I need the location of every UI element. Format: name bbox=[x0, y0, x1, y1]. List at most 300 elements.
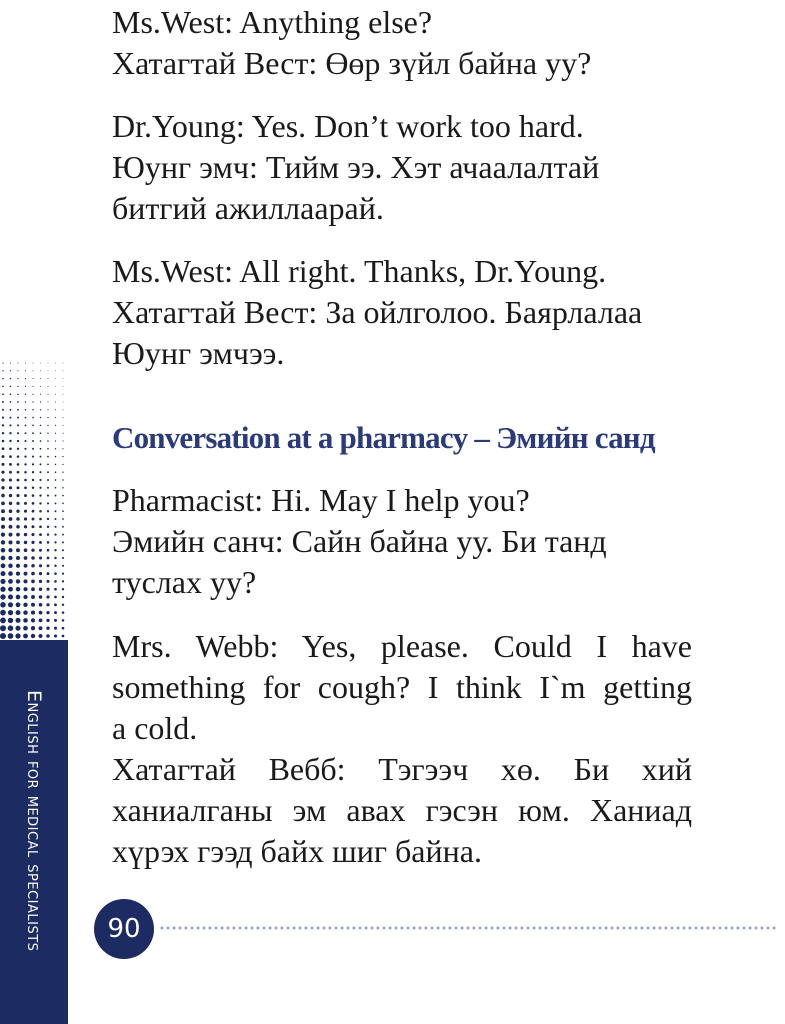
rule-dot bbox=[665, 927, 668, 930]
halftone-dot bbox=[1, 509, 5, 513]
halftone-dot bbox=[17, 440, 19, 442]
halftone-dot bbox=[16, 525, 20, 529]
halftone-dot bbox=[32, 448, 34, 450]
halftone-dot bbox=[17, 386, 18, 387]
halftone-dot bbox=[9, 486, 12, 489]
halftone-dot bbox=[17, 486, 20, 489]
halftone-dot bbox=[54, 627, 57, 630]
halftone-dot bbox=[62, 573, 64, 575]
halftone-dot bbox=[62, 425, 63, 426]
rule-dot bbox=[551, 927, 554, 930]
rule-dot bbox=[629, 927, 632, 930]
halftone-dot bbox=[25, 432, 27, 434]
halftone-dot bbox=[8, 633, 14, 639]
halftone-dot bbox=[2, 386, 4, 388]
halftone-dot bbox=[39, 580, 42, 583]
halftone-dot bbox=[10, 378, 11, 379]
halftone-dot bbox=[32, 386, 33, 387]
rule-dot bbox=[461, 927, 464, 930]
halftone-dot bbox=[17, 432, 19, 434]
halftone-dot bbox=[9, 509, 13, 513]
halftone-dot bbox=[8, 625, 14, 631]
rule-dot bbox=[773, 927, 776, 930]
rule-dot bbox=[509, 927, 512, 930]
halftone-dot bbox=[39, 595, 43, 599]
halftone-dot bbox=[25, 386, 26, 387]
rule-dot bbox=[173, 927, 176, 930]
halftone-dot bbox=[23, 595, 27, 599]
rule-dot bbox=[359, 927, 362, 930]
halftone-dot bbox=[47, 456, 49, 458]
halftone-dot bbox=[47, 417, 48, 418]
halftone-dot bbox=[2, 447, 5, 450]
halftone-dot bbox=[63, 386, 64, 387]
halftone-dot bbox=[24, 455, 26, 457]
halftone-dot bbox=[47, 401, 48, 402]
halftone-dot bbox=[2, 409, 4, 411]
halftone-dot bbox=[62, 440, 63, 441]
halftone-dot bbox=[40, 456, 42, 458]
halftone-dot bbox=[17, 362, 18, 363]
halftone-dot bbox=[31, 556, 34, 559]
rule-dot bbox=[425, 927, 428, 930]
rule-dot bbox=[659, 927, 662, 930]
rule-dot bbox=[437, 927, 440, 930]
halftone-dot bbox=[31, 533, 34, 536]
halftone-dot bbox=[16, 494, 19, 497]
halftone-dot bbox=[47, 526, 49, 528]
halftone-dot bbox=[2, 370, 3, 371]
halftone-dot bbox=[55, 394, 56, 395]
halftone-dot bbox=[17, 479, 20, 482]
halftone-dot bbox=[10, 370, 11, 371]
halftone-dot bbox=[47, 549, 50, 552]
halftone-dot bbox=[62, 487, 64, 489]
halftone-dot bbox=[2, 362, 3, 363]
halftone-dot bbox=[9, 417, 11, 419]
rule-dot bbox=[599, 927, 602, 930]
rule-dot bbox=[167, 927, 170, 930]
halftone-dot bbox=[63, 370, 64, 371]
halftone-dot bbox=[54, 588, 57, 591]
rule-dot bbox=[473, 927, 476, 930]
rule-dot bbox=[371, 927, 374, 930]
rule-dot bbox=[563, 927, 566, 930]
rule-dot bbox=[719, 927, 722, 930]
rule-dot bbox=[737, 927, 740, 930]
halftone-dot bbox=[63, 363, 64, 364]
halftone-dot bbox=[32, 378, 33, 379]
rule-dot bbox=[443, 927, 446, 930]
halftone-dot bbox=[39, 619, 43, 623]
halftone-dot bbox=[1, 486, 4, 489]
halftone-dot bbox=[24, 548, 28, 552]
halftone-dot bbox=[47, 518, 49, 520]
halftone-dot bbox=[0, 625, 6, 631]
side-title: English for medical specialists bbox=[23, 690, 45, 952]
halftone-dot bbox=[17, 409, 19, 411]
halftone-dot bbox=[8, 571, 13, 576]
halftone-dot bbox=[16, 502, 19, 505]
rule-dot bbox=[329, 927, 332, 930]
rule-dot bbox=[581, 927, 584, 930]
halftone-dot bbox=[63, 402, 64, 403]
halftone-dot bbox=[55, 510, 57, 512]
halftone-dot bbox=[39, 479, 41, 481]
halftone-dot bbox=[40, 401, 41, 402]
dialogue-line: туслах уу? bbox=[112, 564, 257, 600]
halftone-dot bbox=[62, 596, 64, 598]
rule-dot bbox=[491, 927, 494, 930]
halftone-dot bbox=[8, 618, 13, 623]
rule-dot bbox=[179, 927, 182, 930]
halftone-dot bbox=[17, 471, 20, 474]
halftone-dot bbox=[31, 580, 35, 584]
halftone-dot bbox=[31, 564, 35, 568]
rule-dot bbox=[731, 927, 734, 930]
halftone-dot bbox=[24, 463, 26, 465]
halftone-dot bbox=[17, 378, 18, 379]
rule-dot bbox=[221, 927, 224, 930]
halftone-dot bbox=[31, 541, 34, 544]
halftone-dot bbox=[46, 603, 49, 606]
halftone-dot bbox=[47, 432, 48, 433]
halftone-dot bbox=[55, 386, 56, 387]
halftone-dot bbox=[33, 363, 34, 364]
halftone-dot bbox=[54, 565, 56, 567]
halftone-dot bbox=[24, 502, 27, 505]
halftone-dot bbox=[10, 386, 12, 388]
halftone-dot bbox=[47, 409, 48, 410]
halftone-dot bbox=[24, 440, 26, 442]
dialogue-line: битгий ажиллаарай. bbox=[112, 190, 384, 226]
rule-dot bbox=[689, 927, 692, 930]
halftone-dot bbox=[55, 370, 56, 371]
rule-dot bbox=[467, 927, 470, 930]
halftone-dot bbox=[31, 626, 35, 630]
rule-dot bbox=[683, 927, 686, 930]
halftone-dot bbox=[39, 603, 43, 607]
halftone-dot bbox=[47, 425, 48, 426]
halftone-dot bbox=[17, 424, 19, 426]
halftone-dot bbox=[25, 424, 27, 426]
rule-dot bbox=[215, 927, 218, 930]
halftone-dot bbox=[31, 634, 35, 638]
halftone-dot bbox=[31, 572, 35, 576]
halftone-dot bbox=[48, 363, 49, 364]
dialogue-line: Юунг эмчээ. bbox=[112, 335, 285, 371]
halftone-dot bbox=[24, 510, 27, 513]
halftone-dot bbox=[1, 532, 5, 536]
halftone-dot bbox=[54, 534, 56, 536]
halftone-dot bbox=[24, 517, 27, 520]
halftone-dot bbox=[40, 432, 42, 434]
halftone-dot bbox=[62, 510, 64, 512]
halftone-dot bbox=[16, 556, 20, 560]
rule-dot bbox=[761, 927, 764, 930]
halftone-dot bbox=[40, 386, 41, 387]
page-number-badge bbox=[94, 899, 154, 959]
halftone-dot bbox=[8, 602, 13, 607]
dialogue-line: Хатагтай Вест: Өөр зүйл байна уу? bbox=[112, 45, 592, 81]
dialogue-line: Ms.West: Anything else? bbox=[112, 4, 433, 40]
halftone-dot bbox=[54, 549, 56, 551]
halftone-dot bbox=[16, 602, 21, 607]
halftone-dot bbox=[23, 579, 27, 583]
halftone-dot bbox=[16, 533, 20, 537]
halftone-dot bbox=[46, 611, 49, 614]
halftone-dot bbox=[24, 564, 28, 568]
halftone-dot bbox=[31, 618, 35, 622]
halftone-dot bbox=[9, 502, 12, 505]
rule-dot bbox=[347, 927, 350, 930]
halftone-dot bbox=[55, 487, 57, 489]
halftone-dot bbox=[32, 510, 35, 513]
halftone-dot bbox=[24, 494, 27, 497]
halftone-dot bbox=[47, 487, 49, 489]
halftone-dot bbox=[9, 432, 11, 434]
halftone-dot bbox=[54, 634, 57, 637]
halftone-pattern bbox=[0, 360, 70, 660]
halftone-dot bbox=[62, 611, 65, 614]
halftone-dot bbox=[31, 587, 35, 591]
rule-dot bbox=[671, 927, 674, 930]
halftone-dot bbox=[9, 463, 12, 466]
halftone-dot bbox=[0, 602, 6, 608]
rule-dot bbox=[641, 927, 644, 930]
rule-dot bbox=[335, 927, 338, 930]
halftone-dot bbox=[16, 517, 19, 520]
halftone-dot bbox=[8, 579, 13, 584]
rule-dot bbox=[341, 927, 344, 930]
rule-dot bbox=[287, 927, 290, 930]
halftone-dot bbox=[39, 626, 43, 630]
dialogue-line: Эмийн санч: Сайн байна уу. Би танд bbox=[112, 523, 607, 559]
rule-dot bbox=[611, 927, 614, 930]
halftone-dot bbox=[62, 448, 63, 449]
halftone-dot bbox=[62, 588, 64, 590]
rule-dot bbox=[257, 927, 260, 930]
halftone-dot bbox=[48, 378, 49, 379]
rule-dot bbox=[269, 927, 272, 930]
halftone-dot bbox=[24, 556, 28, 560]
halftone-dot bbox=[17, 463, 20, 466]
halftone-dot bbox=[9, 455, 12, 458]
halftone-dot bbox=[40, 448, 42, 450]
rule-dot bbox=[617, 927, 620, 930]
halftone-dot bbox=[47, 541, 50, 544]
halftone-dot bbox=[32, 425, 34, 427]
rule-dot bbox=[653, 927, 656, 930]
halftone-dot bbox=[32, 479, 34, 481]
halftone-dot bbox=[16, 610, 21, 615]
halftone-dot bbox=[54, 580, 57, 583]
halftone-dot bbox=[23, 587, 27, 591]
halftone-dot bbox=[23, 634, 28, 639]
halftone-dot bbox=[39, 494, 41, 496]
halftone-dot bbox=[32, 394, 33, 395]
halftone-dot bbox=[23, 626, 28, 631]
halftone-dot bbox=[1, 502, 5, 506]
dialogue-line: Mrs. Webb: Yes, please. Could I have bbox=[112, 628, 692, 664]
dialogue-block bbox=[112, 480, 692, 603]
halftone-dot bbox=[48, 386, 49, 387]
halftone-dot bbox=[62, 464, 63, 465]
halftone-dot bbox=[62, 526, 64, 528]
halftone-dot bbox=[32, 456, 34, 458]
rule-dot bbox=[515, 927, 518, 930]
rule-dot bbox=[353, 927, 356, 930]
halftone-dot bbox=[0, 617, 6, 623]
halftone-dot bbox=[17, 455, 19, 457]
rule-dot bbox=[455, 927, 458, 930]
halftone-dot bbox=[47, 464, 49, 466]
halftone-dot bbox=[2, 455, 5, 458]
halftone-dot bbox=[62, 580, 64, 582]
halftone-dot bbox=[8, 540, 12, 544]
rule-dot bbox=[605, 927, 608, 930]
rule-dot bbox=[569, 927, 572, 930]
halftone-dot bbox=[39, 525, 42, 528]
halftone-dot bbox=[39, 572, 42, 575]
halftone-dot bbox=[39, 564, 42, 567]
halftone-dot bbox=[9, 471, 12, 474]
halftone-dot bbox=[31, 611, 35, 615]
halftone-dot bbox=[40, 394, 41, 395]
halftone-dot bbox=[15, 618, 20, 623]
halftone-dot bbox=[62, 635, 65, 638]
halftone-dot bbox=[25, 417, 27, 419]
halftone-dot bbox=[1, 548, 6, 553]
halftone-dot bbox=[62, 549, 64, 551]
halftone-dot bbox=[32, 487, 34, 489]
rule-dot bbox=[311, 927, 314, 930]
halftone-dot bbox=[10, 362, 11, 363]
halftone-dot bbox=[23, 610, 28, 615]
halftone-dot bbox=[17, 370, 18, 371]
halftone-dot bbox=[1, 540, 5, 544]
halftone-dot bbox=[46, 634, 50, 638]
halftone-dot bbox=[40, 440, 42, 442]
halftone-dot bbox=[55, 433, 56, 434]
halftone-dot bbox=[8, 548, 12, 552]
halftone-dot bbox=[25, 370, 26, 371]
halftone-dot bbox=[32, 471, 34, 473]
rule-dot bbox=[593, 927, 596, 930]
dialogue-line: хүрэх гээд байх шиг байна. bbox=[112, 833, 482, 869]
rule-dot bbox=[293, 927, 296, 930]
halftone-dot bbox=[31, 549, 34, 552]
dialogue-block bbox=[112, 2, 692, 84]
rule-dot bbox=[383, 927, 386, 930]
halftone-dot bbox=[17, 448, 19, 450]
halftone-dot bbox=[62, 604, 64, 606]
halftone-dot bbox=[16, 540, 20, 544]
rule-dot bbox=[281, 927, 284, 930]
dialogue-line: a cold. bbox=[112, 710, 198, 746]
halftone-dot bbox=[40, 425, 42, 427]
halftone-dot bbox=[47, 572, 50, 575]
halftone-dot bbox=[62, 479, 63, 480]
halftone-dot bbox=[55, 363, 56, 364]
halftone-dot bbox=[62, 541, 64, 543]
halftone-dot bbox=[1, 494, 5, 498]
halftone-dot bbox=[55, 417, 56, 418]
rule-dot bbox=[545, 927, 548, 930]
halftone-dot bbox=[32, 525, 35, 528]
halftone-dot bbox=[17, 401, 19, 403]
dialogue-line: Хатагтай Вебб: Тэгээч хө. Би хий bbox=[112, 751, 692, 787]
halftone-dot bbox=[17, 393, 19, 395]
rule-dot bbox=[317, 927, 320, 930]
halftone-dot bbox=[54, 596, 57, 599]
halftone-dot bbox=[62, 565, 64, 567]
dialogue-line: Ms.West: All right. Thanks, Dr.Young. bbox=[112, 253, 607, 289]
halftone-dot bbox=[32, 518, 35, 521]
halftone-dot bbox=[47, 479, 49, 481]
halftone-dot bbox=[1, 563, 6, 568]
halftone-dot bbox=[25, 401, 27, 403]
halftone-dot bbox=[63, 417, 64, 418]
rule-dot bbox=[557, 927, 560, 930]
halftone-dot bbox=[24, 525, 27, 528]
halftone-dot bbox=[24, 533, 27, 536]
halftone-dot bbox=[1, 571, 6, 576]
halftone-dot bbox=[48, 370, 49, 371]
halftone-dot bbox=[9, 440, 11, 442]
rule-dot bbox=[377, 927, 380, 930]
halftone-dot bbox=[54, 557, 56, 559]
rule-dot bbox=[203, 927, 206, 930]
halftone-dot bbox=[25, 409, 27, 411]
rule-dot bbox=[197, 927, 200, 930]
rule-dot bbox=[539, 927, 542, 930]
halftone-dot bbox=[16, 548, 20, 552]
halftone-dot bbox=[46, 626, 49, 629]
rule-dot bbox=[497, 927, 500, 930]
halftone-dot bbox=[9, 478, 12, 481]
halftone-dot bbox=[31, 595, 35, 599]
halftone-dot bbox=[39, 541, 42, 544]
halftone-dot bbox=[55, 479, 57, 481]
rule-dot bbox=[209, 927, 212, 930]
dialogue-block bbox=[112, 626, 692, 872]
halftone-dot bbox=[46, 588, 49, 591]
rule-dot bbox=[647, 927, 650, 930]
halftone-dot bbox=[16, 587, 21, 592]
rule-dot bbox=[395, 927, 398, 930]
halftone-dot bbox=[32, 494, 35, 497]
rule-dot bbox=[767, 927, 770, 930]
rule-dot bbox=[407, 927, 410, 930]
halftone-dot bbox=[1, 556, 6, 561]
halftone-dot bbox=[1, 463, 4, 466]
dialogue-turn bbox=[112, 2, 692, 84]
halftone-dot bbox=[62, 503, 64, 505]
dialogue-block bbox=[112, 106, 692, 229]
halftone-dot bbox=[39, 510, 42, 513]
halftone-dot bbox=[24, 541, 28, 545]
halftone-dot bbox=[1, 471, 4, 474]
halftone-dot bbox=[47, 564, 50, 567]
halftone-dot bbox=[9, 494, 12, 497]
halftone-dot bbox=[0, 579, 5, 584]
halftone-dot bbox=[16, 595, 21, 600]
halftone-dot bbox=[24, 572, 28, 576]
rule-dot bbox=[521, 927, 524, 930]
halftone-dot bbox=[8, 610, 13, 615]
halftone-dot bbox=[54, 611, 57, 614]
